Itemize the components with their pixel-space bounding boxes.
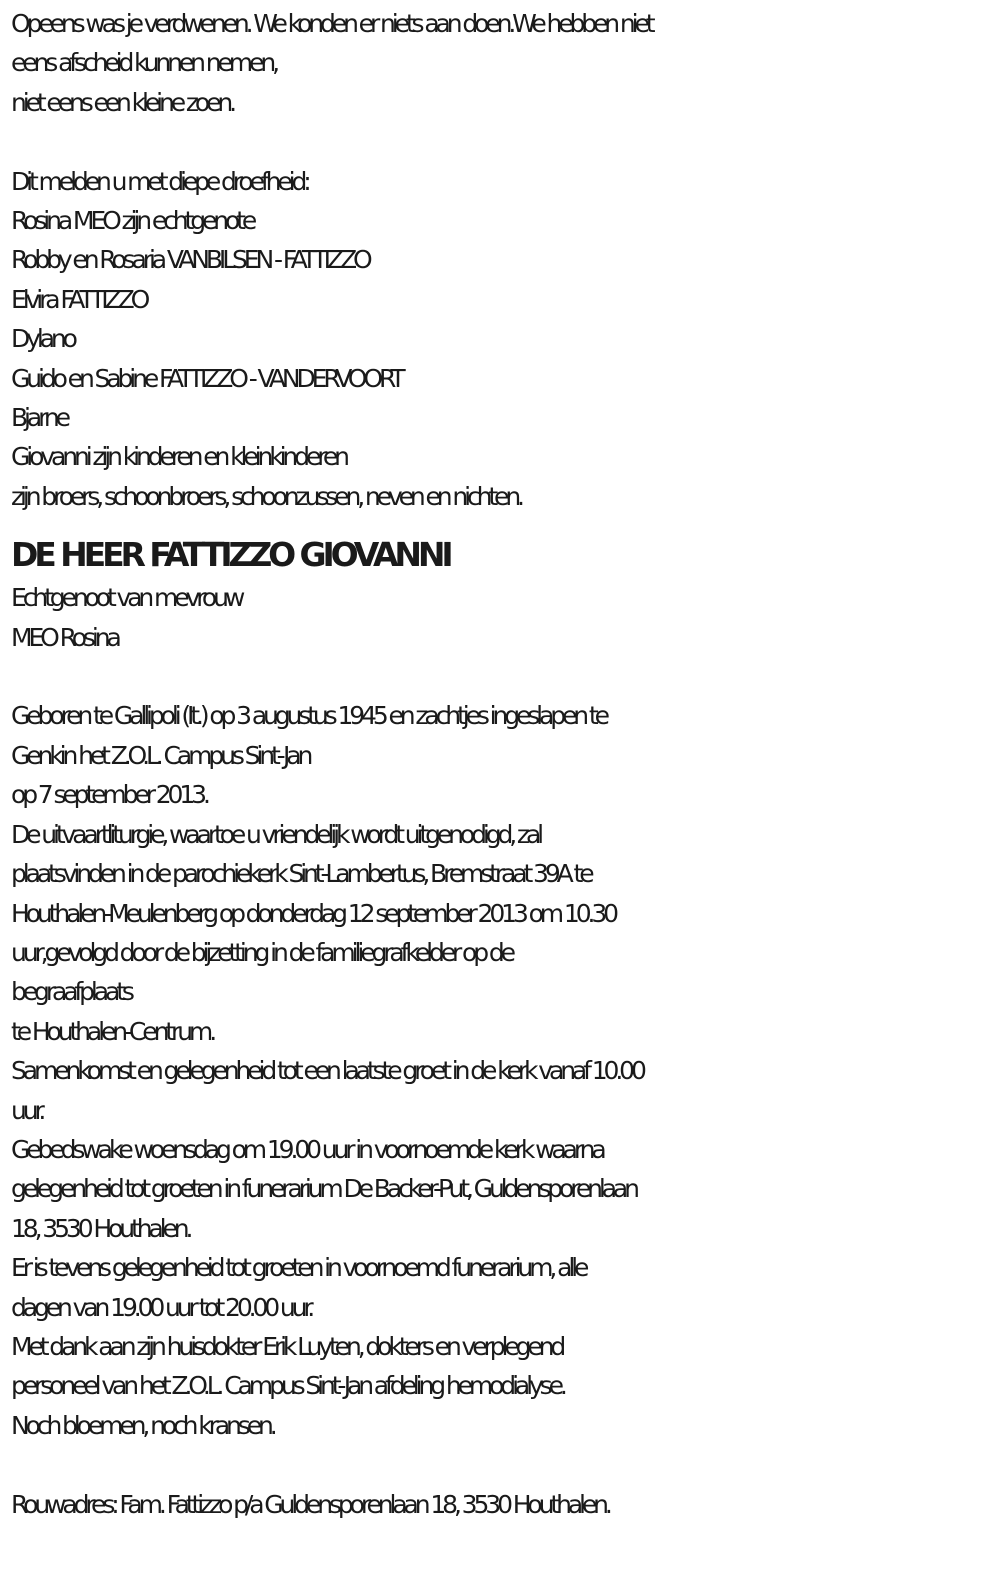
family-member: Elvira FATTIZZO <box>11 284 147 314</box>
details-section <box>11 696 991 1445</box>
details-line: op 7 september 2013. <box>11 780 207 810</box>
details-line: begraafplaats <box>11 977 131 1007</box>
intro-section <box>11 4 991 122</box>
details-line: De uitvaartliturgie, waartoe u vriendelijk wordt uitgenodigd, zal <box>11 819 541 849</box>
details-line: plaatsvinden in de parochiekerk Sint-Lambertus, Bremstraat 39A te <box>11 859 591 889</box>
details-line: Samenkomst en gelegenheid tot een laatste groet in de kerk vanaf 10.00 <box>11 1056 643 1086</box>
family-member: Dylano <box>11 324 74 354</box>
details-line: Noch bloemen, noch kransen. <box>11 1410 274 1440</box>
family-heading: Dit melden u met diepe droefheid: <box>11 166 308 196</box>
family-member: zijn broers, schoonbroers, schoonzussen, neven en nichten. <box>11 481 521 511</box>
spacer <box>11 657 991 696</box>
details-line: Genkin het Z.O.L. Campus Sint-Jan <box>11 740 310 770</box>
details-line: Gebedswake woensdag om 19.00 uur in voornoemde kerk waarna <box>11 1134 603 1164</box>
spacer <box>11 122 991 161</box>
details-line: personeel van het Z.O.L. Campus Sint-Jan afdeling hemodialyse. <box>11 1371 564 1401</box>
details-line: uur. <box>11 1095 43 1125</box>
family-section <box>11 162 991 517</box>
details-line: Geboren te Gallipoli (It.) op 3 augustus 1945 en zachtjes ingeslapen te <box>11 701 606 731</box>
details-line: dagen van 19.00 uur tot 20.00 uur. <box>11 1292 312 1322</box>
details-line: te Houthalen-Centrum. <box>11 1016 214 1046</box>
family-member: Guido en Sabine FATTIZZO - VANDERVOORT <box>11 363 402 393</box>
intro-line: niet eens een kleine zoen. <box>11 87 233 117</box>
family-member: Giovanni zijn kinderen en kleinkinderen <box>11 442 346 472</box>
details-line: gelegenheid tot groeten in funerarium De Backer-Put, Guldensporenlaan <box>11 1174 636 1204</box>
intro-line: eens afscheid kunnen nemen, <box>11 48 276 78</box>
spouse-section <box>11 578 991 657</box>
family-member: Robby en Rosaria VANBILSEN - FATTIZZO <box>11 245 369 275</box>
details-line: 18, 3530 Houthalen. <box>11 1213 190 1243</box>
family-member: Rosina MEO zijn echtgenote <box>11 206 254 236</box>
spacer <box>11 1445 991 1484</box>
intro-line: Opeens was je verdwenen. We konden er niets aan doen.We hebben niet <box>11 9 652 38</box>
details-line: uur,gevolgd door de bijzetting in de familiegrafkelder op de <box>11 937 512 967</box>
spouse-line: Echtgenoot van mevrouw <box>11 583 242 613</box>
details-line: Met dank aan zijn huisdokter Erik Luyten, dokters en verplegend <box>11 1331 563 1361</box>
mourning-address: Rouwadres: Fam. Fattizzo p/a Guldensporenlaan 18, 3530 Houthalen. <box>11 1489 609 1519</box>
family-member: Bjarne <box>11 403 67 433</box>
deceased-name: DE HEER FATTIZZO GIOVANNI <box>11 535 450 575</box>
obituary-document <box>11 4 991 1524</box>
details-line: Houthalen-Meulenberg op donderdag 12 september 2013 om 10.30 <box>11 898 615 928</box>
details-line: Er is tevens gelegenheid tot groeten in voornoemd funerarium, alle <box>11 1253 586 1283</box>
spouse-line: MEO Rosina <box>11 622 118 652</box>
